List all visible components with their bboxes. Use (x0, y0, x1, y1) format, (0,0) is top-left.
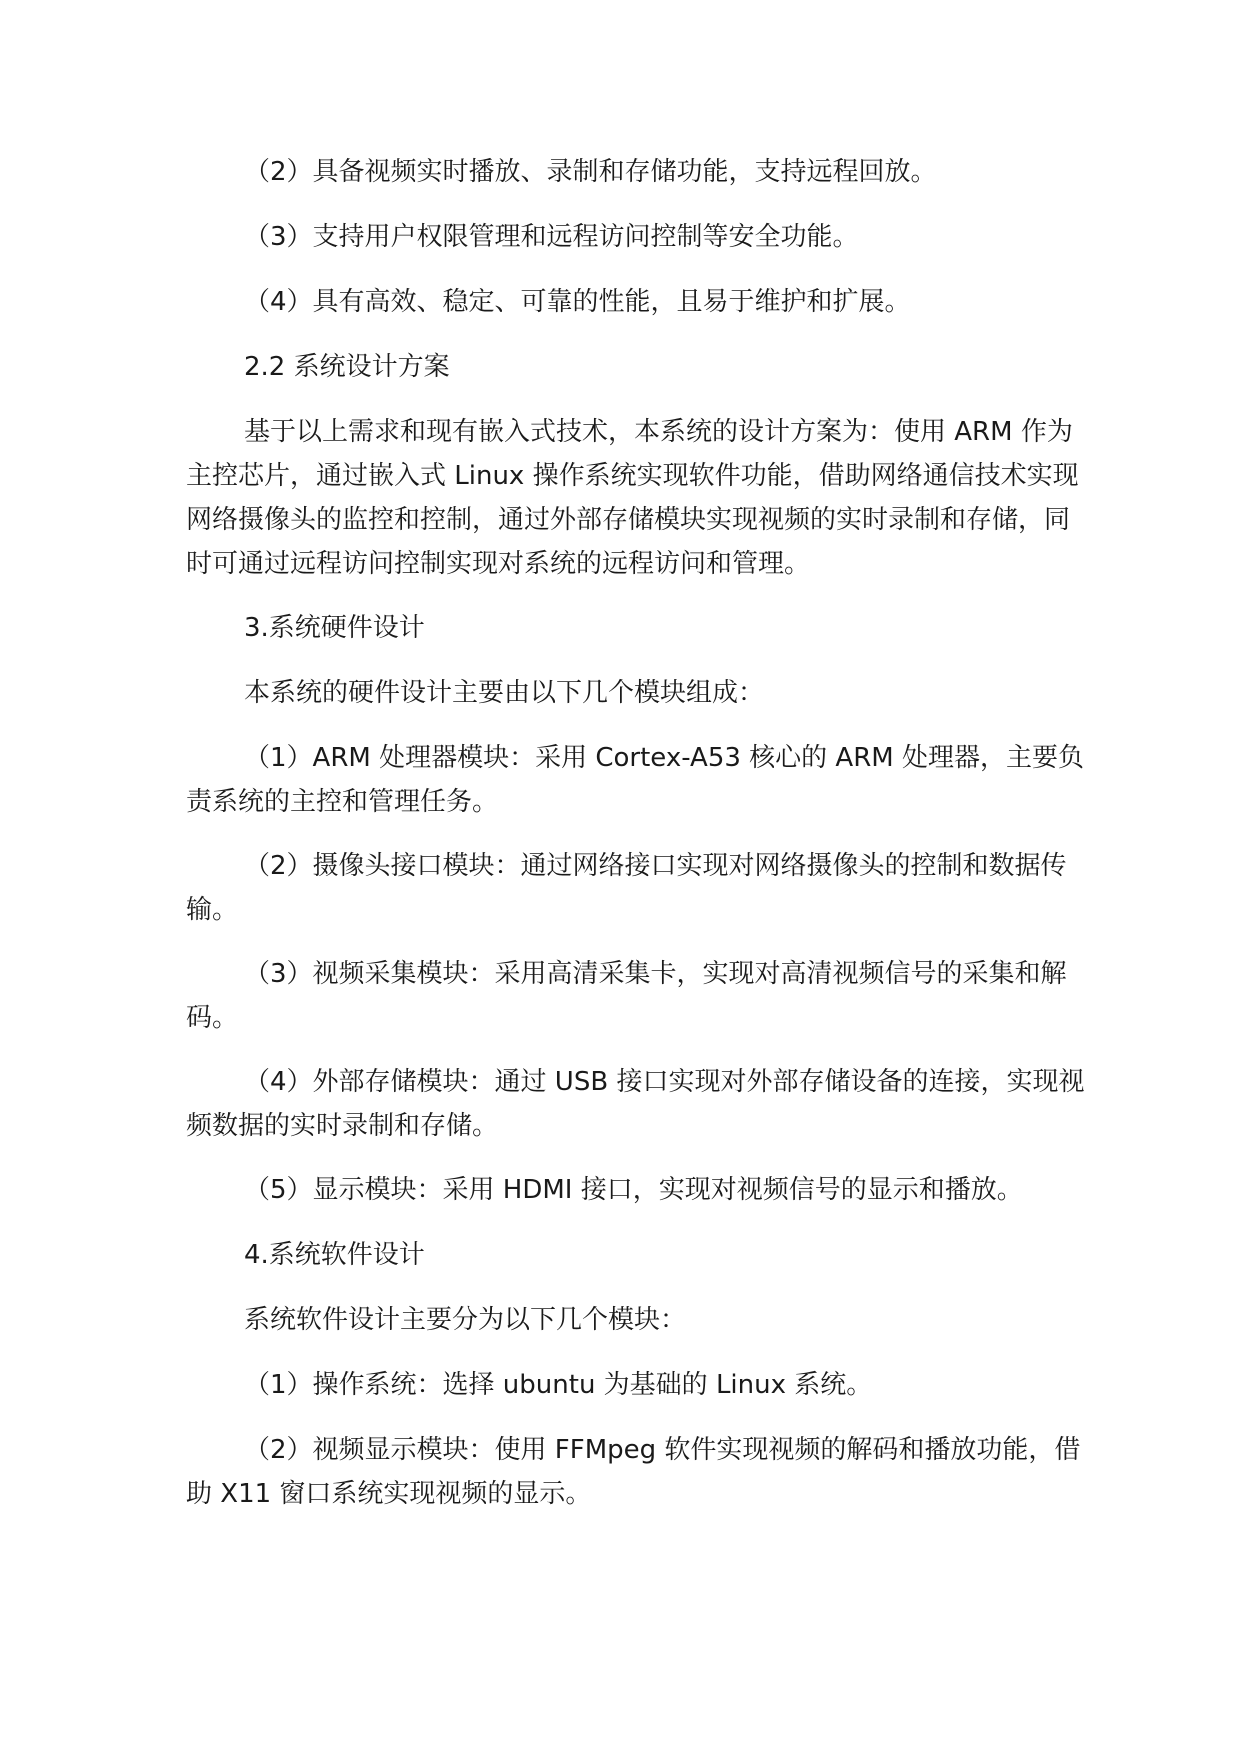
section-heading-3: 3.系统硬件设计 (244, 613, 425, 643)
software-item-1: （1）操作系统：选择 ubuntu 为基础的 Linux 系统。 (244, 1370, 873, 1400)
software-intro-paragraph: 系统软件设计主要分为以下几个模块： (244, 1305, 687, 1335)
requirement-item-2: （2）具备视频实时播放、录制和存储功能，支持远程回放。 (244, 157, 937, 187)
software-item-2: （2）视频显示模块：使用 FFMpeg 软件实现视频的解码和播放功能，借助 X11 窗口系统实现视频的显示。 (186, 1435, 1081, 1509)
requirement-item-4: （4）具有高效、稳定、可靠的性能，且易于维护和扩展。 (244, 287, 911, 317)
hardware-item-2: （2）摄像头接口模块：通过网络接口实现对网络摄像头的控制和数据传输。 (186, 851, 1067, 925)
document-body (186, 150, 1086, 1536)
section-heading-2-2: 2.2 系统设计方案 (244, 352, 450, 382)
hardware-item-4: （4）外部存储模块：通过 USB 接口实现对外部存储设备的连接，实现视频数据的实时录制和存储。 (186, 1067, 1085, 1141)
design-plan-paragraph: 基于以上需求和现有嵌入式技术，本系统的设计方案为：使用 ARM 作为主控芯片，通过嵌入式 Linux 操作系统实现软件功能，借助网络通信技术实现网络摄像头的监控和控制，通过外部存储模块实现视频的实时录制和存储，同时可通过远程访问控制实现对系统的远程访问和管理。 (186, 417, 1079, 579)
requirement-item-3: （3）支持用户权限管理和远程访问控制等安全功能。 (244, 222, 859, 252)
hardware-intro-paragraph: 本系统的硬件设计主要由以下几个模块组成： (244, 678, 765, 708)
hardware-item-3: （3）视频采集模块：采用高清采集卡，实现对高清视频信号的采集和解码。 (186, 959, 1067, 1033)
section-heading-4: 4.系统软件设计 (244, 1240, 425, 1270)
hardware-item-5: （5）显示模块：采用 HDMI 接口，实现对视频信号的显示和播放。 (244, 1175, 1023, 1205)
hardware-item-1: （1）ARM 处理器模块：采用 Cortex-A53 核心的 ARM 处理器，主要负责系统的主控和管理任务。 (186, 743, 1084, 817)
